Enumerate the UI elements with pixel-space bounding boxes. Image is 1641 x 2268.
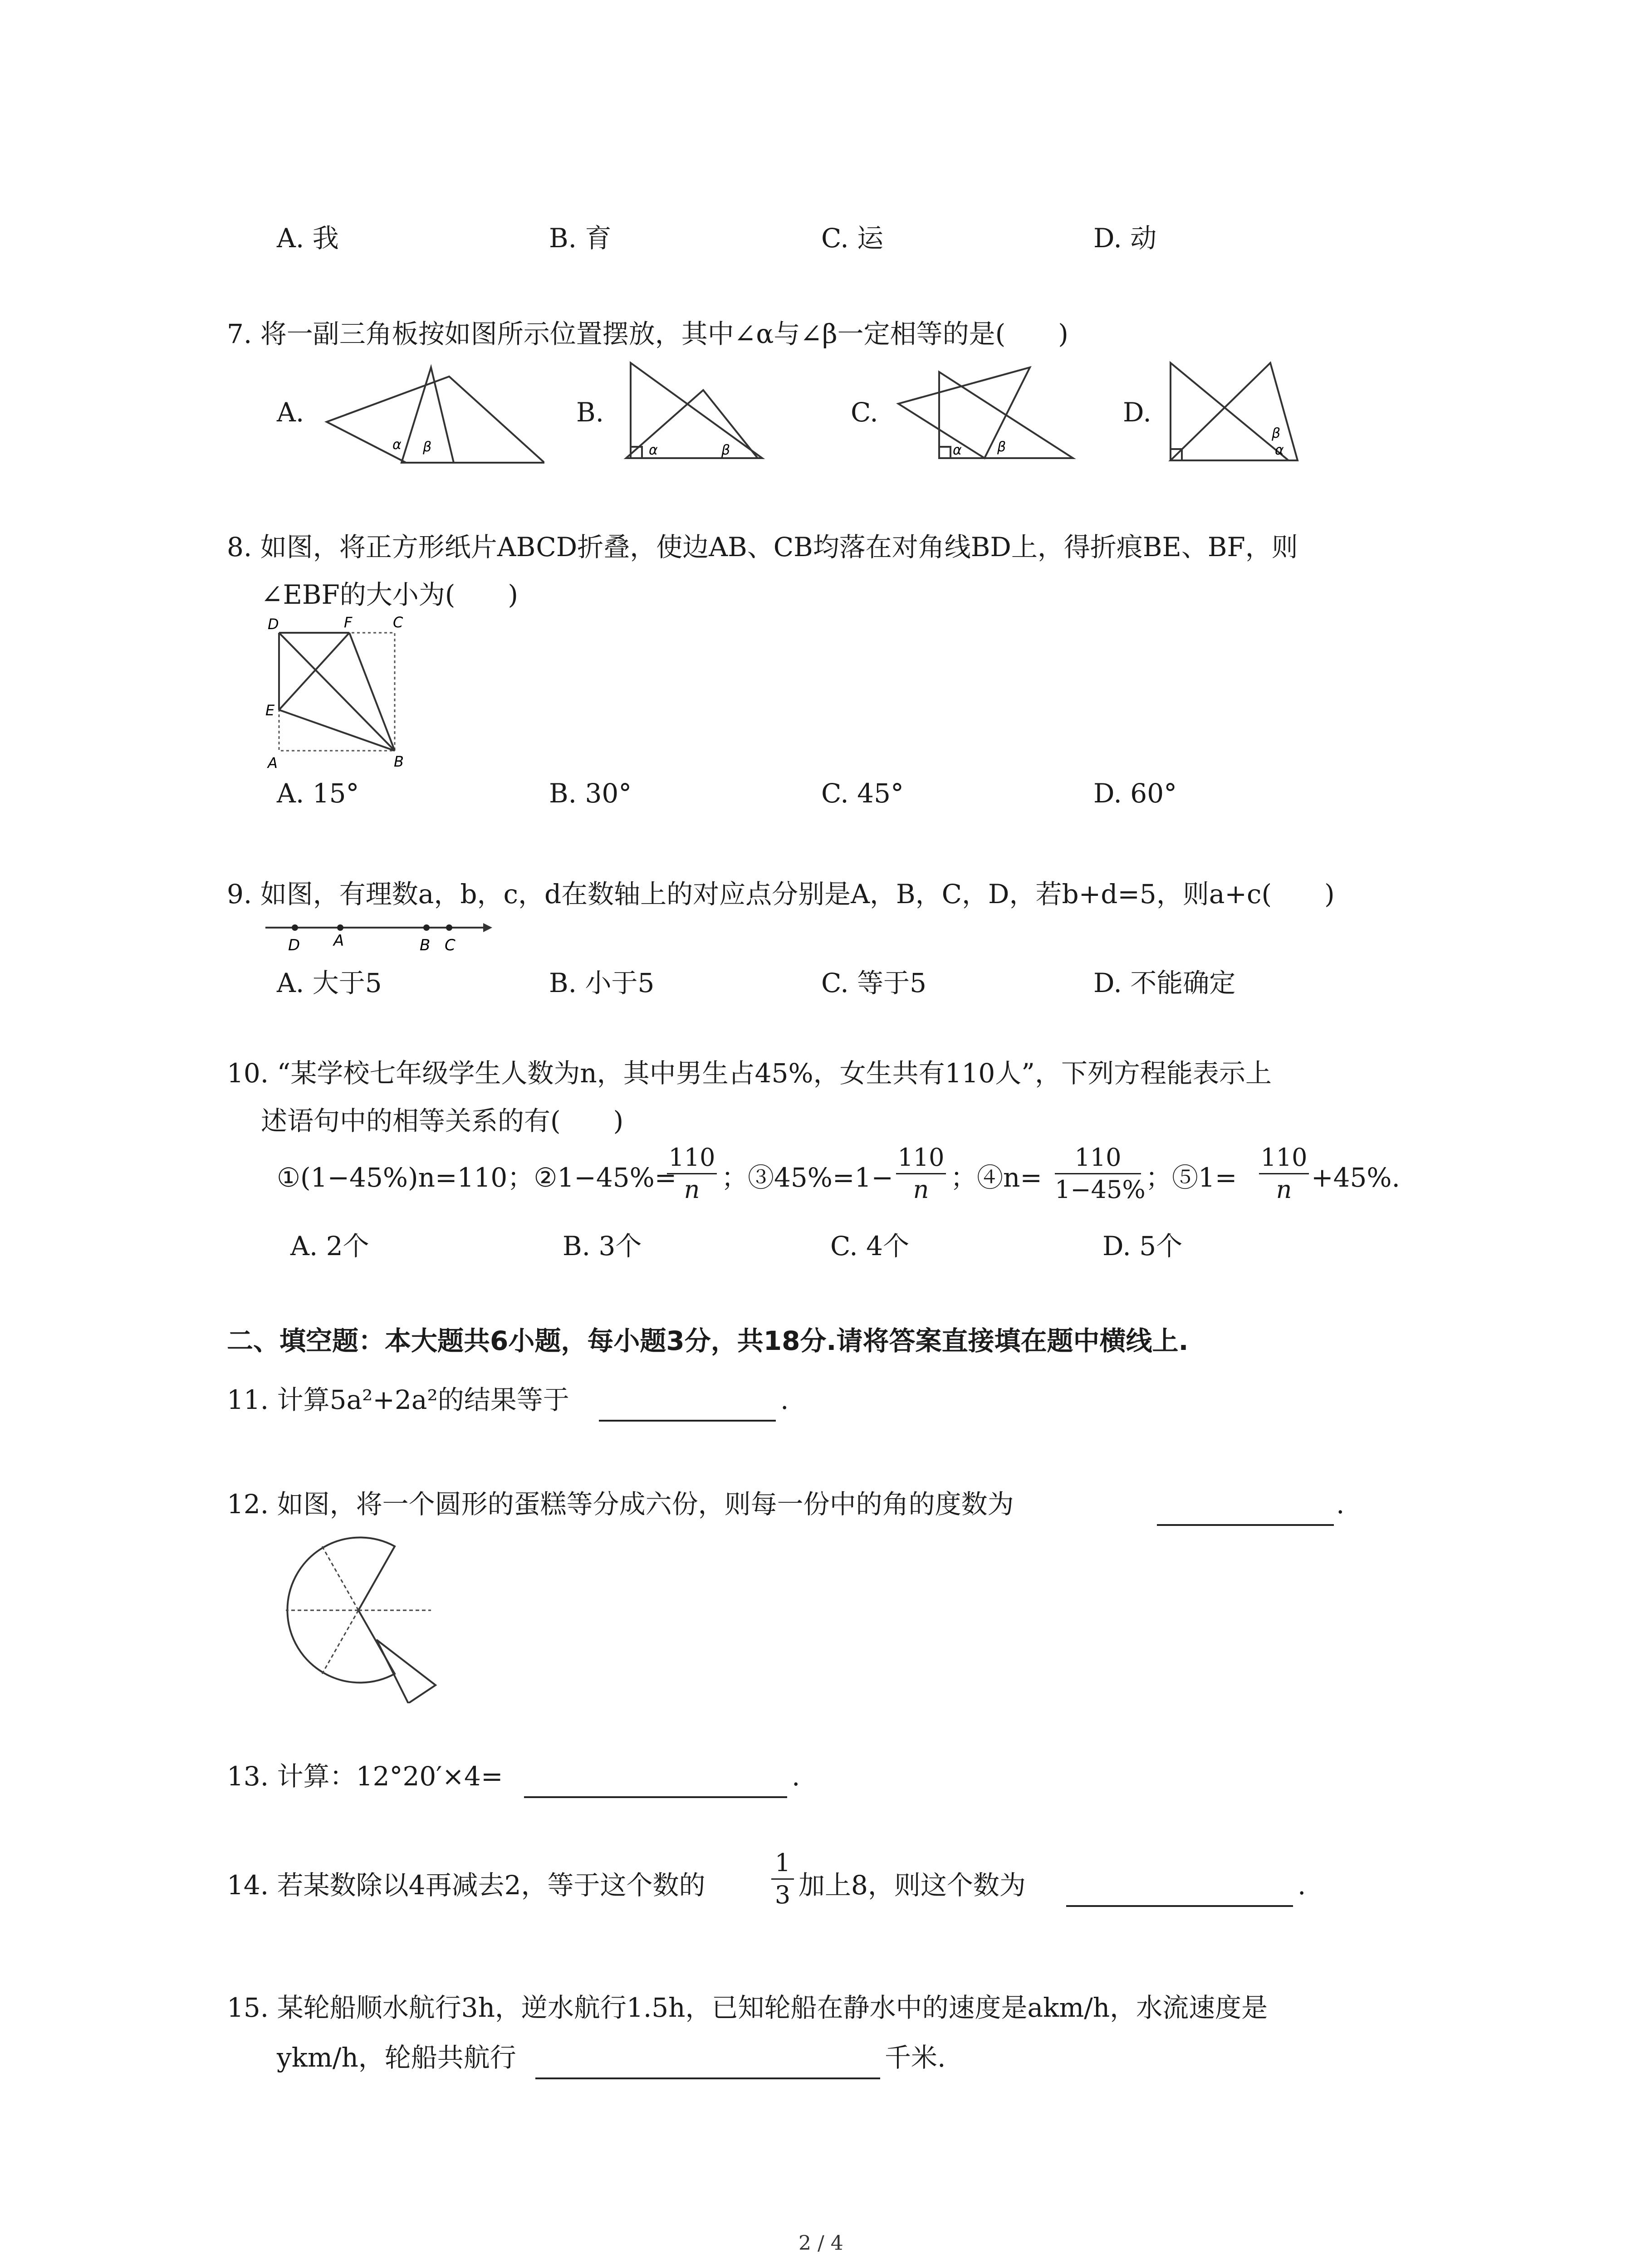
q14-text-post: 加上8，则这个数为 — [798, 1870, 1026, 1901]
q9-option-a: A. 大于5 — [277, 968, 382, 998]
q7-stem: 7. 将一副三角板按如图所示位置摆放，其中∠α与∠β一定相等的是( ) — [227, 318, 1068, 349]
q10-stem-line2: 述语句中的相等关系的有( ) — [261, 1105, 624, 1136]
q10-eq-part3: ；④n= — [950, 1162, 1042, 1193]
q9-option-d: D. 不能确定 — [1093, 968, 1236, 998]
q7b-alpha: α — [649, 442, 658, 458]
q6-option-d: D. 动 — [1093, 223, 1157, 254]
q12-period: . — [1336, 1489, 1345, 1520]
q8-stem-line1: 8. 如图，将正方形纸片ABCD折叠，使边AB、CB均落在对角线BD上，得折痕BE、BF，则 — [227, 532, 1298, 562]
q10-frac-4-den: n — [1276, 1175, 1292, 1204]
q8-point-f: F — [344, 614, 353, 631]
q10-eq-part1: ①(1−45%)n=110；②1−45%= — [277, 1162, 677, 1193]
q8-point-a: A — [268, 754, 278, 772]
q8-figure — [259, 610, 413, 773]
q7-figure-b — [622, 358, 776, 467]
q7d-alpha: α — [1275, 442, 1284, 458]
q7d-beta: β — [1272, 425, 1281, 441]
q9-point-b: B — [420, 936, 431, 954]
q11-text: 11. 计算5a²+2a²的结果等于 — [227, 1384, 569, 1415]
page-number: 2 / 4 — [798, 2232, 843, 2255]
q10-frac-4 — [1259, 1143, 1309, 1204]
q13-answer-blank[interactable] — [524, 1796, 787, 1798]
q7-label-d: D. — [1123, 397, 1151, 428]
q6-option-c: C. 运 — [821, 223, 884, 254]
q7c-alpha: α — [953, 442, 962, 458]
q15-unit: 千米. — [885, 2042, 946, 2073]
q10-eq-part5: +45%. — [1311, 1162, 1400, 1193]
q10-frac-4-num: 110 — [1260, 1143, 1308, 1172]
q7-figure-d — [1161, 358, 1311, 467]
q14-text-pre: 14. 若某数除以4再减去2，等于这个数的 — [227, 1870, 705, 1901]
q8-option-a: A. 15° — [277, 778, 359, 809]
q10-frac-2-den: n — [913, 1175, 929, 1204]
q8-option-d: D. 60° — [1093, 778, 1177, 809]
q12-cake-figure — [277, 1531, 449, 1703]
q10-frac-1 — [667, 1143, 717, 1204]
q10-frac-2-num: 110 — [897, 1143, 945, 1172]
q8-option-b: B. 30° — [549, 778, 632, 809]
q7-label-a: A. — [277, 397, 304, 428]
q11-answer-blank[interactable] — [599, 1420, 776, 1422]
q9-option-c: C. 等于5 — [821, 968, 927, 998]
q10-option-a: A. 2个 — [290, 1231, 369, 1261]
q7a-alpha: α — [392, 437, 402, 453]
q7-figure-a — [318, 358, 544, 467]
q14-fraction — [771, 1848, 794, 1910]
q10-stem-line1: 10. “某学校七年级学生人数为n，其中男生占45%，女生共有110人”，下列方程能表示上 — [227, 1058, 1272, 1089]
q10-frac-3-num: 110 — [1074, 1143, 1122, 1172]
q15-line1: 15. 某轮船顺水航行3h，逆水航行1.5h，已知轮船在静水中的速度是akm/h，水流速度是 — [227, 1992, 1268, 2023]
q10-option-c: C. 4个 — [830, 1231, 910, 1261]
q9-point-d: D — [288, 936, 300, 954]
q8-point-e: E — [265, 702, 275, 719]
q14-frac-den: 3 — [774, 1881, 791, 1909]
q10-frac-3 — [1055, 1143, 1146, 1204]
q11-period: . — [780, 1384, 789, 1415]
q10-frac-2 — [896, 1143, 946, 1204]
q10-option-b: B. 3个 — [563, 1231, 642, 1261]
q10-eq-part2: ；③45%=1− — [721, 1162, 894, 1193]
q9-option-b: B. 小于5 — [549, 968, 655, 998]
q8-point-c: C — [393, 614, 403, 631]
q13-stem: 13. 计算：12°20′×4= — [227, 1761, 503, 1792]
q7c-beta: β — [997, 439, 1006, 455]
q10-eq-part4: ；⑤1= — [1146, 1162, 1237, 1193]
q10-frac-1-num: 110 — [668, 1143, 715, 1172]
q7a-beta: β — [423, 439, 432, 455]
q15-line2: ykm/h，轮船共航行 — [277, 2042, 516, 2073]
q6-option-a: A. 我 — [277, 223, 339, 254]
q7b-beta: β — [721, 442, 730, 458]
q15-answer-blank[interactable] — [535, 2077, 880, 2079]
q8-point-b: B — [394, 753, 404, 770]
q9-stem: 9. 如图，有理数a，b，c，d在数轴上的对应点分别是A，B，C，D，若b+d=5，则a+c( ) — [227, 879, 1335, 909]
q6-option-b: B. 育 — [549, 223, 612, 254]
q14-period: . — [1298, 1870, 1306, 1901]
q13-period: . — [792, 1761, 800, 1792]
q9-point-c: C — [445, 936, 456, 954]
q7-figure-c — [889, 358, 1080, 467]
q9-number-line — [263, 916, 495, 957]
q8-stem-line2: ∠EBF的大小为( ) — [261, 579, 519, 610]
q8-option-c: C. 45° — [821, 778, 904, 809]
section2-title: 二、填空题：本大题共6小题，每小题3分，共18分.请将答案直接填在题中横线上. — [227, 1325, 1189, 1356]
q9-point-a: A — [333, 932, 344, 950]
q12-stem: 12. 如图，将一个圆形的蛋糕等分成六份，则每一份中的角的度数为 — [227, 1489, 1014, 1520]
q10-frac-1-den: n — [684, 1175, 700, 1204]
q8-point-d: D — [268, 616, 279, 633]
q14-frac-num: 1 — [774, 1848, 791, 1877]
q7-label-b: B. — [576, 397, 604, 428]
q14-answer-blank[interactable] — [1066, 1905, 1293, 1907]
q10-option-d: D. 5个 — [1102, 1231, 1183, 1261]
q7-label-c: C. — [851, 397, 878, 428]
q10-frac-3-den: 1−45% — [1055, 1175, 1146, 1204]
q12-answer-blank[interactable] — [1157, 1524, 1334, 1526]
